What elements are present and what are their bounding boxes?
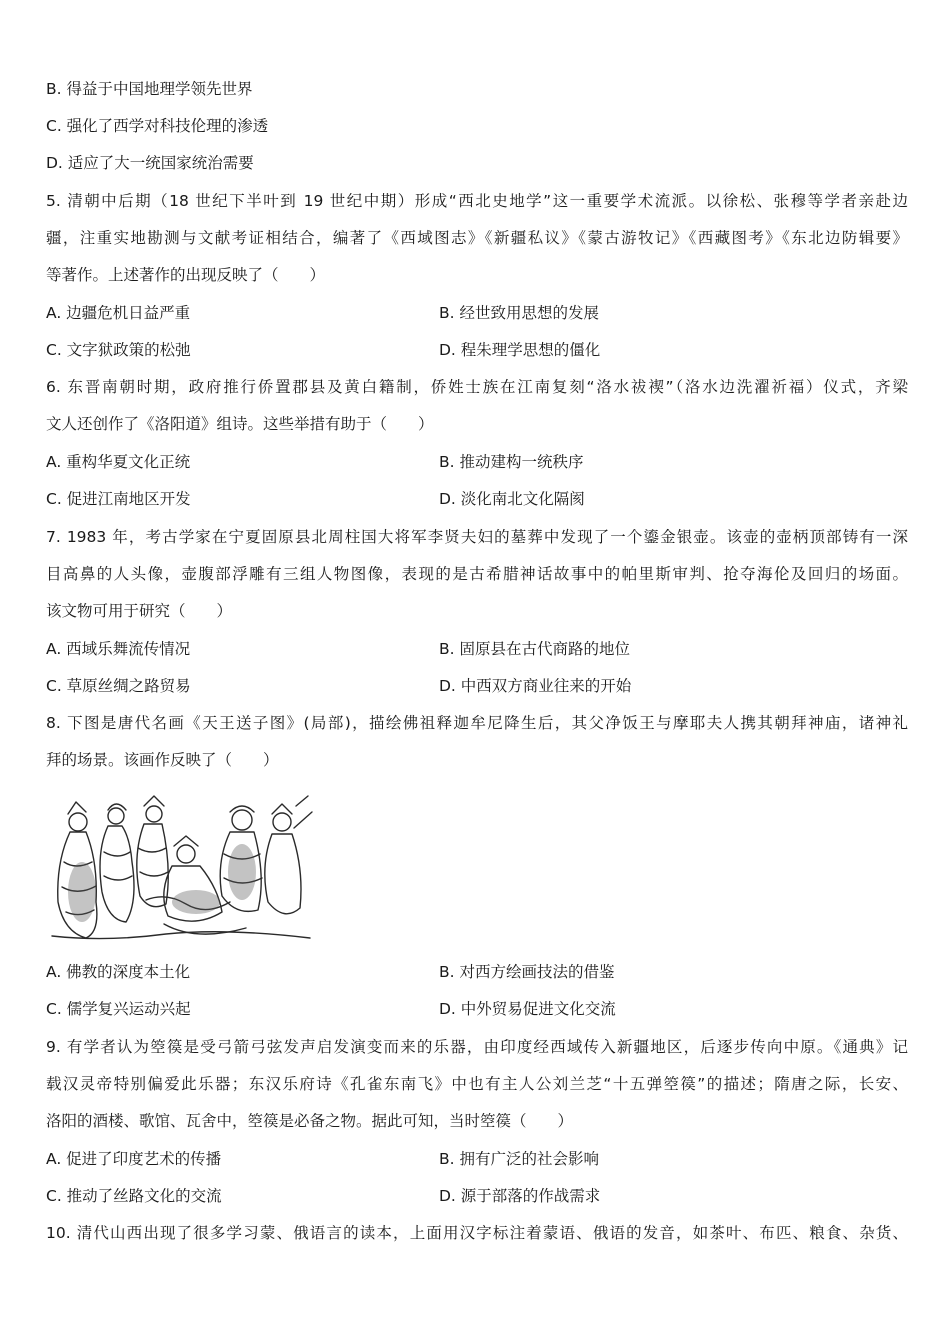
q6-stem-line-1: 6. 东晋南朝时期，政府推行侨置郡县及黄白籍制，侨姓士族在江南复刻“洛水祓禊”（洛水边洗濯祈福）仪式，齐梁	[46, 378, 908, 396]
q7-stem-line-1: 7. 1983 年，考古学家在宁夏固原县北周柱国大将军李贤夫妇的墓葬中发现了一个鎏金银壶。该壶的壶柄顶部铸有一深	[46, 528, 908, 546]
q7-stem-line-3: 该文物可用于研究（ ）	[46, 602, 233, 620]
q6-option-d: D. 淡化南北文化隔阂	[439, 490, 585, 508]
q5-option-b: B. 经世致用思想的发展	[439, 304, 599, 322]
q9-stem-line-2: 载汉灵帝特别偏爱此乐器；东汉乐府诗《孔雀东南飞》中也有主人公刘兰芝“十五弹箜篌”的描述；隋唐之际，长安、	[46, 1075, 908, 1093]
q6-option-a: A. 重构华夏文化正统	[46, 453, 191, 471]
q7-stem-line-2: 目高鼻的人头像，壶腹部浮雕有三组人物图像，表现的是古希腊神话故事中的帕里斯审判、抢夺海伦及回归的场面。	[46, 565, 908, 583]
q9-option-b: B. 拥有广泛的社会影响	[439, 1150, 599, 1168]
q5-option-c: C. 文字狱政策的松弛	[46, 341, 191, 359]
q4-option-c: C. 强化了西学对科技伦理的渗透	[46, 117, 269, 135]
q6-option-b: B. 推动建构一统秩序	[439, 453, 584, 471]
q9-option-a: A. 促进了印度艺术的传播	[46, 1150, 222, 1168]
q8-option-b: B. 对西方绘画技法的借鉴	[439, 963, 615, 981]
q5-stem-line-2: 疆，注重实地勘测与文献考证相结合，编著了《西域图志》《新疆私议》《蒙古游牧记》《西藏图考》《东北边防辑要》	[46, 229, 908, 247]
q5-stem-line-1: 5. 清朝中后期（18 世纪下半叶到 19 世纪中期）形成“西北史地学”这一重要学术流派。以徐松、张穆等学者亲赴边	[46, 192, 908, 210]
q9-stem-line-1: 9. 有学者认为箜篌是受弓箭弓弦发声启发演变而来的乐器，由印度经西域传入新疆地区，后逐步传向中原。《通典》记	[46, 1038, 908, 1056]
q8-stem-line-2: 拜的场景。该画作反映了（ ）	[46, 751, 279, 769]
q7-option-d: D. 中西双方商业往来的开始	[439, 677, 632, 695]
q8-option-c: C. 儒学复兴运动兴起	[46, 1000, 191, 1018]
q8-option-d: D. 中外贸易促进文化交流	[439, 1000, 616, 1018]
q7-option-b: B. 固原县在古代商路的地位	[439, 640, 630, 658]
q7-option-a: A. 西域乐舞流传情况	[46, 640, 191, 658]
q9-option-c: C. 推动了丝路文化的交流	[46, 1187, 222, 1205]
q9-stem-line-3: 洛阳的酒楼、歌馆、瓦舍中，箜篌是必备之物。据此可知，当时箜篌（ ）	[46, 1112, 574, 1130]
q6-stem-line-2: 文人还创作了《洛阳道》组诗。这些举措有助于（ ）	[46, 415, 434, 433]
q5-option-d: D. 程朱理学思想的僵化	[439, 341, 601, 359]
q4-option-d: D. 适应了大一统国家统治需要	[46, 154, 254, 172]
q8-stem-line-1: 8. 下图是唐代名画《天王送子图》(局部)，描绘佛祖释迦牟尼降生后，其父净饭王与摩耶夫人携其朝拜神庙，诸神礼	[46, 714, 908, 732]
q4-option-b: B. 得益于中国地理学领先世界	[46, 80, 253, 98]
q8-option-a: A. 佛教的深度本土化	[46, 963, 191, 981]
q6-option-c: C. 促进江南地区开发	[46, 490, 191, 508]
tianwang-songzi-painting-image	[46, 792, 316, 944]
q10-stem-line-1: 10. 清代山西出现了很多学习蒙、俄语言的读本，上面用汉字标注着蒙语、俄语的发音，如茶叶、布匹、粮食、杂货、	[46, 1224, 908, 1242]
q5-stem-line-3: 等著作。上述著作的出现反映了（ ）	[46, 266, 326, 284]
q5-option-a: A. 边疆危机日益严重	[46, 304, 191, 322]
q9-option-d: D. 源于部落的作战需求	[439, 1187, 601, 1205]
q7-option-c: C. 草原丝绸之路贸易	[46, 677, 191, 695]
